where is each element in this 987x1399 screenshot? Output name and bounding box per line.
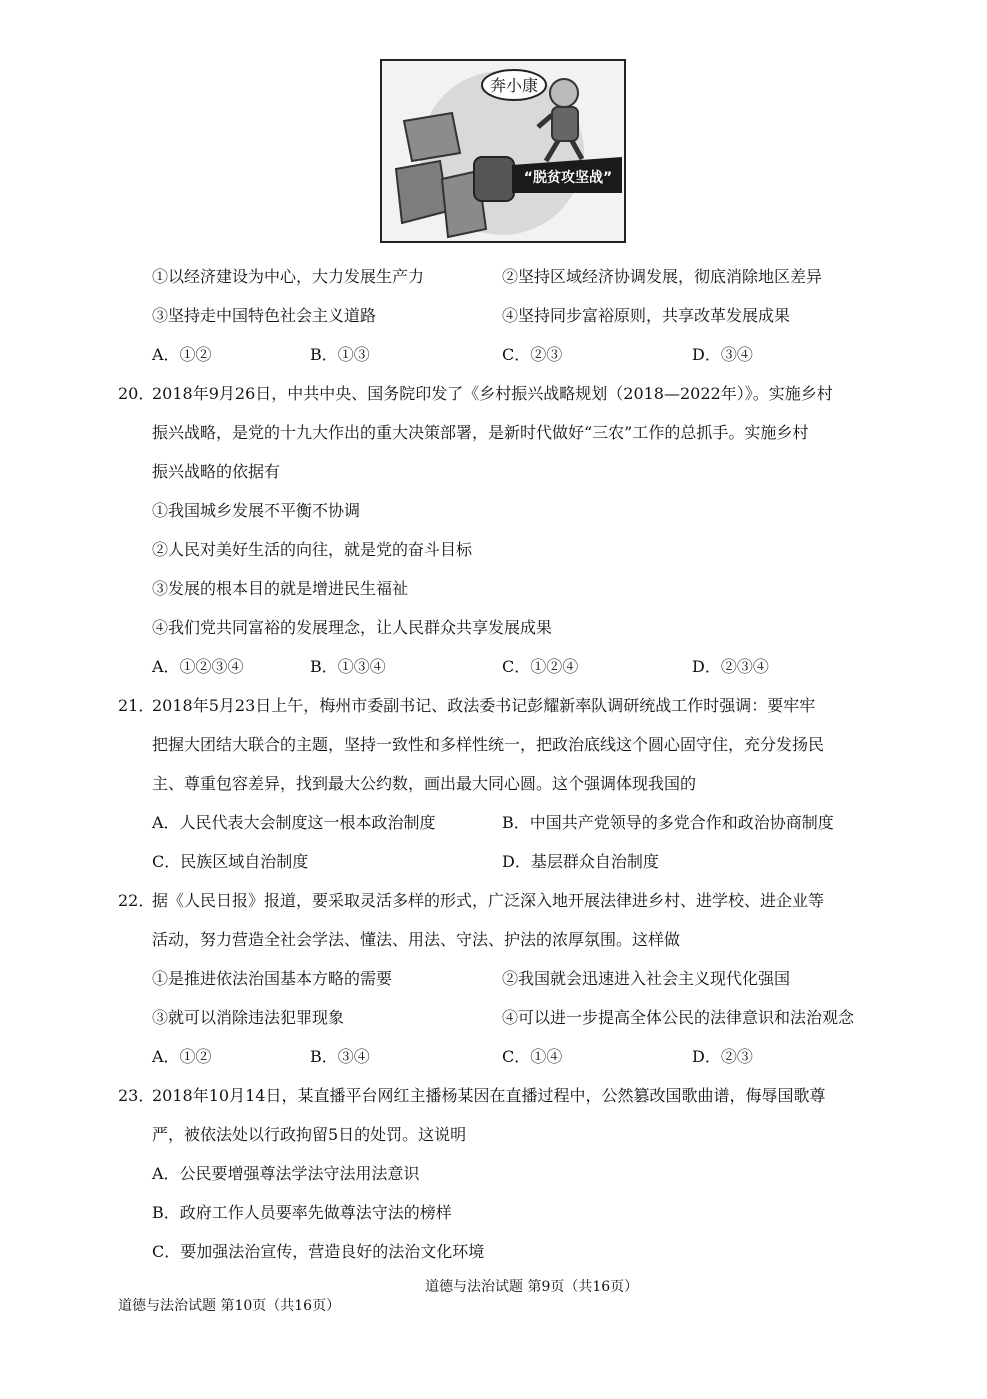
q19-option-4: ④坚持同步富裕原则，共享改革发展成果 (502, 306, 791, 325)
q23-choice-b: B．政府工作人员要率先做尊法守法的榜样 (152, 1203, 452, 1222)
q20-number: 20． (118, 384, 155, 403)
q19-choice-c: C．②③ (502, 345, 563, 364)
q19-choice-d: D．③④ (692, 345, 753, 364)
q22-stem-line-1: 据《人民日报》报道，要采取灵活多样的形式，广泛深入地开展法律进乡村、进学校、进企业等 (152, 891, 825, 910)
q20-choice-d: D．②③④ (692, 657, 769, 676)
q23-choice-c: C．要加强法治宣传，营造良好的法治文化环境 (152, 1242, 485, 1261)
q23-stem-line-1: 2018年10月14日，某直播平台网红主播杨某因在直播过程中，公然篡改国歌曲谱，侮辱国歌尊 (152, 1086, 826, 1105)
q22-choice-c: C．①④ (502, 1047, 563, 1066)
q20-item-2: ②人民对美好生活的向往，就是党的奋斗目标 (152, 540, 473, 559)
q19-option-3: ③坚持走中国特色社会主义道路 (152, 306, 377, 325)
q22-option-4: ④可以进一步提高全体公民的法律意识和法治观念 (502, 1008, 855, 1027)
banner-text: “脱贫攻坚战” (523, 170, 613, 186)
q22-choice-d: D．②③ (692, 1047, 753, 1066)
q21-number: 21． (118, 696, 155, 715)
q21-stem-line-3: 主、尊重包容差异，找到最大公约数，画出最大同心圆。这个强调体现我国的 (152, 774, 697, 793)
cartoon-drawing (382, 61, 624, 241)
q22-stem-line-2: 活动，努力营造全社会学法、懂法、用法、守法、护法的浓厚氛围。这样做 (152, 930, 681, 949)
q21-choice-d: D．基层群众自治制度 (502, 852, 659, 871)
q20-stem-line-1: 2018年9月26日，中共中央、国务院印发了《乡村振兴战略规划（2018—2022年）》。实施乡村 (152, 384, 833, 403)
q22-number: 22． (118, 891, 155, 910)
q21-choice-a: A．人民代表大会制度这一根本政治制度 (152, 813, 436, 832)
q22-option-1: ①是推进依法治国基本方略的需要 (152, 969, 393, 988)
q21-stem-line-2: 把握大团结大联合的主题，坚持一致性和多样性统一，把政治底线这个圆心固守住，充分发扬民 (152, 735, 825, 754)
q22-choice-a: A．①② (152, 1047, 212, 1066)
q20-choice-a: A．①②③④ (152, 657, 244, 676)
q20-item-1: ①我国城乡发展不平衡不协调 (152, 501, 361, 520)
title-bubble-text: 奔小康 (489, 76, 539, 95)
q19-choice-a: A．①② (152, 345, 212, 364)
q22-option-2: ②我国就会迅速进入社会主义现代化强国 (502, 969, 791, 988)
q22-choice-b: B．③④ (310, 1047, 370, 1066)
q20-choice-b: B．①③④ (310, 657, 386, 676)
q20-item-3: ③发展的根本目的就是增进民生福祉 (152, 579, 409, 598)
q22-option-3: ③就可以消除违法犯罪现象 (152, 1008, 345, 1027)
q21-choice-b: B．中国共产党领导的多党合作和政治协商制度 (502, 813, 834, 832)
q21-stem-line-1: 2018年5月23日上午，梅州市委副书记、政法委书记彭耀新率队调研统战工作时强调：要牢牢 (152, 696, 816, 715)
q20-stem-line-3: 振兴战略的依据有 (152, 462, 281, 481)
q20-choice-c: C．①②④ (502, 657, 579, 676)
q23-choice-a: A．公民要增强尊法学法守法用法意识 (152, 1164, 420, 1183)
q19-option-1: ①以经济建设为中心，大力发展生产力 (152, 267, 425, 286)
q23-number: 23． (118, 1086, 155, 1105)
cartoon-illustration (380, 59, 626, 243)
q19-option-2: ②坚持区域经济协调发展，彻底消除地区差异 (502, 267, 823, 286)
q20-item-4: ④我们党共同富裕的发展理念，让人民群众共享发展成果 (152, 618, 553, 637)
q20-stem-line-2: 振兴战略，是党的十九大作出的重大决策部署，是新时代做好“三农”工作的总抓手。实施乡村 (152, 423, 809, 442)
q23-stem-line-2: 严，被依法处以行政拘留5日的处罚。这说明 (152, 1125, 467, 1144)
page-footer-center: 道德与法治试题 第9页（共16页） (425, 1279, 639, 1295)
page-footer-left: 道德与法治试题 第10页（共16页） (118, 1298, 341, 1314)
q19-choice-b: B．①③ (310, 345, 370, 364)
q21-choice-c: C．民族区域自治制度 (152, 852, 309, 871)
